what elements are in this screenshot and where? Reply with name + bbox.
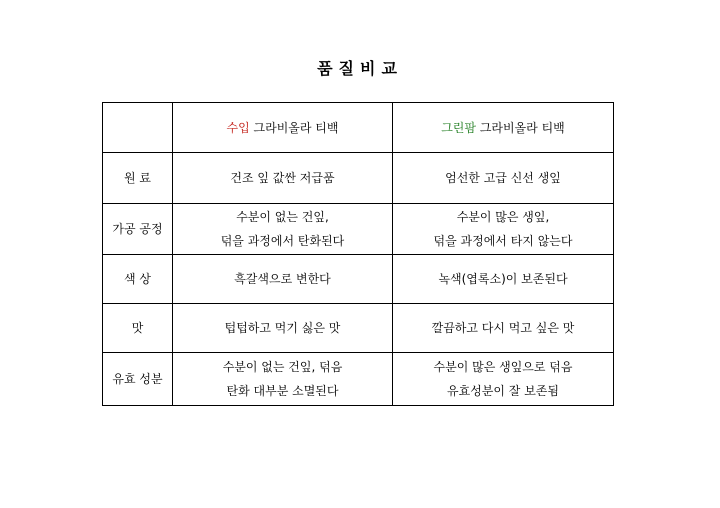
cell-text: 흑갈색으로 변한다 [234,272,331,286]
greenpam-cell [393,353,614,406]
import-cell [173,304,393,353]
import-cell [173,353,393,406]
cell-text: 텁텁하고 먹기 싫은 맛 [224,321,341,335]
greenpam-product-name: 그라비올라 티백 [476,120,565,135]
import-cell [173,153,393,204]
cell-text: 건조 잎 값싼 저급품 [230,171,335,185]
greenpam-cell [393,255,614,304]
table-row [103,353,614,406]
table-row [103,204,614,255]
cell-text: 유효성분이 잘 보존됨 [447,384,559,398]
cell-text: 깔끔하고 다시 먹고 싶은 맛 [431,321,575,335]
greenpam-label: 그린팜 [441,120,476,135]
quality-comparison-table [102,102,614,406]
cell-text: 수분이 많은 생잎, [456,210,550,224]
row-label: 색 상 [103,255,173,304]
header-empty-cell [103,103,173,153]
row-label: 원 료 [103,153,173,204]
import-cell [173,255,393,304]
cell-text: 수분이 많은 생잎으로 덖음 [433,360,573,374]
import-cell [173,204,393,255]
cell-text: 엄선한 고급 신선 생잎 [445,171,561,185]
row-label: 유효 성분 [103,353,173,406]
import-label: 수입 [226,120,250,135]
cell-text: 덖을 과정에서 탄화된다 [220,234,345,248]
greenpam-cell [393,204,614,255]
cell-text: 수분이 없는 건잎, [236,210,329,224]
cell-text: 탄화 대부분 소멸된다 [226,384,339,398]
document-title: 품질비교 [317,59,403,78]
greenpam-cell [393,153,614,204]
greenpam-cell [393,304,614,353]
table-row [103,255,614,304]
header-greenpam-tea [393,103,614,153]
cell-text: 수분이 없는 건잎, 덖음 [222,360,343,374]
cell-text: 덖을 과정에서 타지 않는다 [433,234,573,248]
import-product-name: 그라비올라 티백 [249,120,339,135]
table-row [103,304,614,353]
table-header-row [103,103,614,153]
cell-text: 녹색(엽록소)이 보존된다 [438,272,568,286]
row-label: 가공 공정 [103,204,173,255]
row-label: 맛 [103,304,173,353]
table-row [103,153,614,204]
header-import-tea [173,103,393,153]
